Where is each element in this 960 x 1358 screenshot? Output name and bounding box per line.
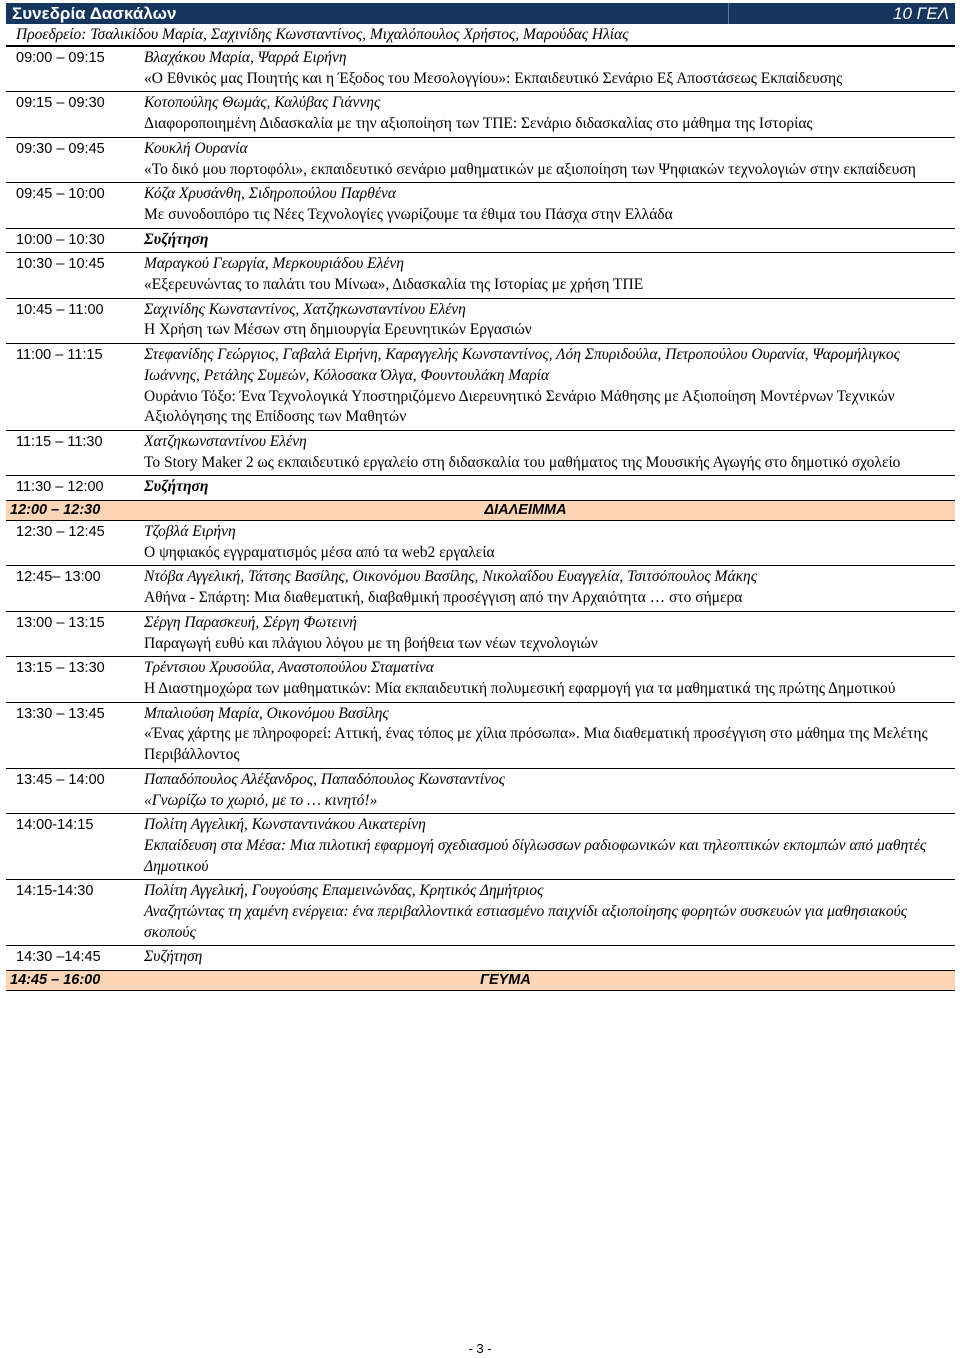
schedule-row xyxy=(6,814,955,880)
schedule-row xyxy=(6,880,955,946)
slot-content xyxy=(136,228,955,253)
talk-title: «Γνωρίζω το χωριό, με το … κινητό!» xyxy=(144,791,378,809)
schedule-row xyxy=(6,768,955,813)
talk-speakers: Κόζα Χρυσάνθη, Σιδηροπούλου Παρθένα xyxy=(144,185,396,203)
slot-time: 14:45 – 16:00 xyxy=(6,971,136,991)
slot-time: 12:45– 13:00 xyxy=(6,566,136,611)
slot-content xyxy=(136,47,955,92)
talk-speakers: Τρέντσιου Χρυσούλα, Αναστοπούλου Σταματίνα xyxy=(144,659,434,677)
break-row xyxy=(6,971,955,991)
session-title: Συνεδρία Δασκάλων xyxy=(12,4,177,23)
slot-content xyxy=(136,657,955,702)
schedule-row xyxy=(6,946,955,971)
talk-speakers: Σαχινίδης Κωνσταντίνος, Χατζηκωνσταντίνου Ελένη xyxy=(144,300,466,318)
slot-time: 13:30 – 13:45 xyxy=(6,702,136,768)
slot-time: 11:15 – 11:30 xyxy=(6,430,136,475)
discussion-label: Συζήτηση xyxy=(144,478,209,496)
slot-time: 11:00 – 11:15 xyxy=(6,344,136,431)
schedule-row xyxy=(6,137,955,182)
talk-title: Η Χρήση των Μέσων στη δημιουργία Ερευνητικών Εργασιών xyxy=(144,321,532,339)
discussion-label: Συζήτηση xyxy=(144,948,203,966)
talk-speakers: Σέργη Παρασκευή, Σέργη Φωτεινή xyxy=(144,613,357,631)
break-label: ΔΙΑΛΕΙΜΜΑ xyxy=(136,501,955,521)
slot-time: 11:30 – 12:00 xyxy=(6,476,136,501)
program-page xyxy=(6,3,955,991)
schedule-row xyxy=(6,228,955,253)
schedule-row xyxy=(6,611,955,656)
slot-content xyxy=(136,430,955,475)
talk-speakers: Μαραγκού Γεωργία, Μερκουριάδου Ελένη xyxy=(144,255,404,273)
talk-title: «Ο Εθνικός μας Ποιητής και η Έξοδος του Μεσολογγίου»: Εκπαιδευτικό Σενάριο Εξ Αποστάσεως Εκπαίδευσης xyxy=(144,69,843,87)
schedule-row xyxy=(6,476,955,501)
talk-title: Παραγωγή ευθύ και πλάγιου λόγου με τη βοήθεια των νέων τεχνολογιών xyxy=(144,634,598,652)
slot-content xyxy=(136,611,955,656)
session-chairs: Προεδρείο: Τσαλικίδου Μαρία, Σαχινίδης Κωνσταντίνος, Μιχαλόπουλος Χρήστος, Μαρούδας Ηλίας xyxy=(6,24,955,46)
page-number: - 3 - xyxy=(468,1341,492,1356)
talk-speakers: Πολίτη Αγγελική, Γουγούσης Επαμεινώνδας, Κρητικός Δημήτριος xyxy=(144,882,544,900)
schedule-row xyxy=(6,430,955,475)
talk-speakers: Πολίτη Αγγελική, Κωνσταντινάκου Αικατερίνη xyxy=(144,816,426,834)
slot-time: 13:15 – 13:30 xyxy=(6,657,136,702)
talk-title: Ουράνιο Τόξο: Ένα Τεχνολογικά Υποστηριζόμενο Διερευνητικό Σενάριο Μάθησης με Αξιοποίηση Μοντέρνων Τεχνικών Αξιολόγησης της Επίδοσης των Μαθητών xyxy=(144,387,895,426)
schedule-row xyxy=(6,92,955,137)
slot-time: 14:00-14:15 xyxy=(6,814,136,880)
slot-time: 09:45 – 10:00 xyxy=(6,183,136,228)
session-header xyxy=(6,3,955,24)
slot-content xyxy=(136,768,955,813)
slot-time: 12:00 – 12:30 xyxy=(6,501,136,521)
talk-speakers: Μπαλιούση Μαρία, Οικονόμου Βασίλης xyxy=(144,704,389,722)
schedule-row xyxy=(6,344,955,431)
talk-speakers: Τζοβλά Ειρήνη xyxy=(144,523,236,541)
talk-title: «Εξερευνώντας το παλάτι του Μίνωα», Διδασκαλία της Ιστορίας με χρήση ΤΠΕ xyxy=(144,276,644,294)
talk-title: Διαφοροποιημένη Διδασκαλία με την αξιοποίηση των ΤΠΕ: Σενάριο διδασκαλίας στο μάθημα της Ιστορίας xyxy=(144,115,813,133)
schedule-row xyxy=(6,566,955,611)
slot-content xyxy=(136,298,955,343)
slot-time: 10:00 – 10:30 xyxy=(6,228,136,253)
break-label: ΓΕΥΜΑ xyxy=(136,971,955,991)
talk-speakers: Χατζηκωνσταντίνου Ελένη xyxy=(144,432,307,450)
talk-speakers: Στεφανίδης Γεώργιος, Γαβαλά Ειρήνη, Καραγγελής Κωνσταντίνος, Λόη Σπυριδούλα, Πετροπούλου Ουρανία, Ψαρομήλιγκος Ιωάννης, Ρετάλης Συμεών, Κόλοσακα Όλγα, Φουντουλάκη Μαρία xyxy=(144,346,900,384)
slot-time: 10:45 – 11:00 xyxy=(6,298,136,343)
slot-time: 13:00 – 13:15 xyxy=(6,611,136,656)
slot-content xyxy=(136,566,955,611)
break-row xyxy=(6,501,955,521)
schedule-row xyxy=(6,298,955,343)
talk-title: Ο ψηφιακός εγγραματισμός μέσα από τα web2 εργαλεία xyxy=(144,543,495,561)
slot-content xyxy=(136,137,955,182)
slot-time: 09:30 – 09:45 xyxy=(6,137,136,182)
schedule-row xyxy=(6,657,955,702)
slot-content xyxy=(136,702,955,768)
talk-title: Αθήνα - Σπάρτη: Μια διαθεματική, διαβαθμική προσέγγιση από την Αρχαιότητα … στο σήμερα xyxy=(144,589,743,607)
slot-time: 12:30 – 12:45 xyxy=(6,521,136,566)
slot-content xyxy=(136,521,955,566)
slot-time: 14:30 –14:45 xyxy=(6,946,136,971)
talk-title: Αναζητώντας τη χαμένη ενέργεια: ένα περιβαλλοντικά εστιασμένο παιχνίδι αξιοποίησης φορητών συσκευών για μαθησιακούς σκοπούς xyxy=(144,903,908,941)
talk-speakers: Βλαχάκου Μαρία, Ψαρρά Ειρήνη xyxy=(144,49,347,66)
talk-title: Εκπαίδευση στα Μέσα: Μια πιλοτική εφαρμογή σχεδιασμού δίγλωσσων ραδιοφωνικών και τηλεοπτικών εκπομπών από μαθητές Δημοτικού xyxy=(144,836,927,875)
slot-content xyxy=(136,880,955,946)
talk-speakers: Κουκλή Ουρανία xyxy=(144,139,248,157)
schedule-row xyxy=(6,253,955,298)
talk-title: Με συνοδοιπόρο τις Νέες Τεχνολογίες γνωρίζουμε τα έθιμα του Πάσχα στην Ελλάδα xyxy=(144,205,673,223)
slot-time: 13:45 – 14:00 xyxy=(6,768,136,813)
schedule-table xyxy=(6,46,955,991)
slot-time: 10:30 – 10:45 xyxy=(6,253,136,298)
talk-title: Η Διαστημοχώρα των μαθηματικών: Μία εκπαιδευτική πολυμεσική εφαρμογή για τα μαθηματικά της πρώτης Δημοτικού xyxy=(144,679,896,697)
talk-speakers: Κοτοπούλης Θωμάς, Καλύβας Γιάννης xyxy=(144,94,381,112)
slot-content xyxy=(136,344,955,431)
talk-title: Το Story Maker 2 ως εκπαιδευτικό εργαλείο στη διδασκαλία του μαθήματος της Μουσικής Αγωγής στο δημοτικό σχολείο xyxy=(144,453,901,471)
talk-speakers: Παπαδόπουλος Αλέξανδρος, Παπαδόπουλος Κωνσταντίνος xyxy=(144,770,506,788)
slot-time: 14:15-14:30 xyxy=(6,880,136,946)
schedule-row xyxy=(6,47,955,92)
slot-content xyxy=(136,946,955,971)
slot-content xyxy=(136,253,955,298)
slot-time: 09:15 – 09:30 xyxy=(6,92,136,137)
slot-content xyxy=(136,183,955,228)
schedule-row xyxy=(6,183,955,228)
discussion-label: Συζήτηση xyxy=(144,230,209,248)
slot-content xyxy=(136,92,955,137)
talk-title: «Το δικό μου πορτοφόλι», εκπαιδευτικό σενάριο μαθηματικών με αξιοποίηση των Ψηφιακών τεχνολογιών στην εκπαίδευση xyxy=(144,160,916,178)
session-venue: 10 ΓΕΛ xyxy=(728,3,955,24)
schedule-row xyxy=(6,521,955,566)
schedule-row xyxy=(6,702,955,768)
talk-title: «Ένας χάρτης με πληροφορεί: Αττική, ένας τόπος με χίλια πρόσωπα». Μια διαθεματική προσέγγιση στο μάθημα της Μελέτης Περιβάλλοντος xyxy=(144,725,928,764)
slot-time: 09:00 – 09:15 xyxy=(6,47,136,92)
slot-content xyxy=(136,476,955,501)
talk-speakers: Ντόβα Αγγελική, Τάτσης Βασίλης, Οικονόμου Βασίλης, Νικολαΐδου Ευαγγελία, Τσιτσόπουλος Μάκης xyxy=(144,568,758,586)
slot-content xyxy=(136,814,955,880)
